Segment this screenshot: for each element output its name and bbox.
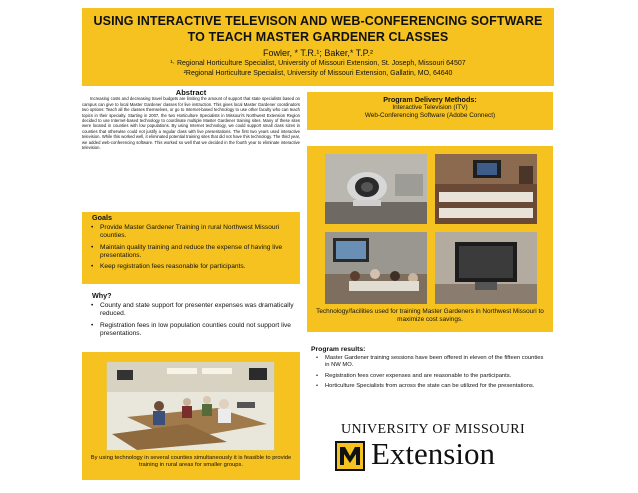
mu-shield-icon xyxy=(335,441,365,471)
results-list xyxy=(307,355,553,390)
goals-heading: Goals xyxy=(92,213,112,222)
why-list xyxy=(82,302,300,338)
classroom-photo-caption: By using technology in several counties simultaneously it is feasible to provide training in rural areas for smaller groups. xyxy=(90,455,292,469)
goal-item: • Keep registration fees reasonable for participants. xyxy=(100,263,300,271)
title-line-2: TO TEACH MASTER GARDENER CLASSES xyxy=(187,30,449,44)
abstract-section xyxy=(82,88,300,210)
abstract-text: Increasing costs and decreasing travel budgets are limiting the amount of support that state specialists based on campus can give to local Master Gardener classes for live instruction. This gives local Master Gardener coordinators two options: Teach all the classes themselves, or go to Internet-based technology to use other faculty who can teach topics in their specialty. Starting in 2007, the two Horticulture Specialists in Missouri's Northwest Extension Region decided to use Internet-based technology to coordinate multiple Master Gardener training sites. Many of these sites were located in counties with low populations. By using Internet technology, we could support small class sizes in counties that otherwise could not justify a regular class with live presentations. The first two years used interactive television. While this worked well, it eliminated potential training sites that did not have this technology. The third year, we added web-conferencing software. This worked so well that we decided in the fourth year to eliminate interactive television. xyxy=(82,96,300,151)
abstract-heading: Abstract xyxy=(175,88,207,97)
affiliation-1: ¹· Regional Horticulture Specialist, University of Missouri Extension, St. Joseph, Missouri 64507 xyxy=(170,60,466,67)
why-heading: Why? xyxy=(92,291,112,300)
classroom-photo-box xyxy=(82,352,300,480)
university-extension-logo xyxy=(333,422,533,477)
authors: Fowler, * T.R.¹; Baker,* T.P.² xyxy=(262,48,374,58)
goals-list xyxy=(82,224,300,271)
collage-caption: Technology/facilities used for training Master Gardeners in Northwest Missouri to maximize cost savings. xyxy=(316,308,544,323)
tv-room-photo xyxy=(435,154,537,224)
result-item: • Master Gardener training sessions have been offered in eleven of the fifteen counties in NW MO. xyxy=(325,355,553,369)
results-heading: Program results: xyxy=(311,346,366,353)
delivery-heading: Program Delivery Methods: xyxy=(383,95,477,104)
display-screen-photo xyxy=(435,232,537,304)
technology-photo-collage xyxy=(307,146,553,332)
delivery-method-itv: Interactive Television (ITV) xyxy=(392,104,468,111)
result-item: • Horticulture Specialists from across the state can be utilized for the presentations. xyxy=(325,383,553,390)
title-line-1: USING INTERACTIVE TELEVISON AND WEB-CONFERENCING SOFTWARE xyxy=(93,14,543,28)
delivery-method-web: Web-Conferencing Software (Adobe Connect) xyxy=(364,112,496,119)
affiliation-2: ²Regional Horticulture Specialist, University of Missouri Extension, Gallatin, MO, 64640 xyxy=(183,70,453,77)
goal-item: • Provide Master Gardener Training in rural Northwest Missouri counties. xyxy=(100,224,300,240)
why-item: • County and state support for presenter expenses was dramatically reduced. xyxy=(100,302,300,318)
why-item: • Registration fees in low population counties could not support live presentations. xyxy=(100,322,300,338)
delivery-methods-box xyxy=(307,92,553,130)
why-section xyxy=(82,290,300,346)
logo-extension-text: Extension xyxy=(371,436,495,471)
result-item: • Registration fees cover expenses and are reasonable to the participants. xyxy=(325,373,553,380)
class-screen-photo xyxy=(325,232,427,304)
goals-box xyxy=(82,212,300,284)
camera-photo xyxy=(325,154,427,224)
program-results-section xyxy=(307,346,553,416)
poster-header xyxy=(82,8,554,86)
goal-item: • Maintain quality training and reduce the expense of having live presentations. xyxy=(100,244,300,260)
poster-title xyxy=(82,13,554,45)
logo-university-text: UNIVERSITY OF MISSOURI xyxy=(340,422,526,437)
classroom-photo xyxy=(107,362,274,450)
